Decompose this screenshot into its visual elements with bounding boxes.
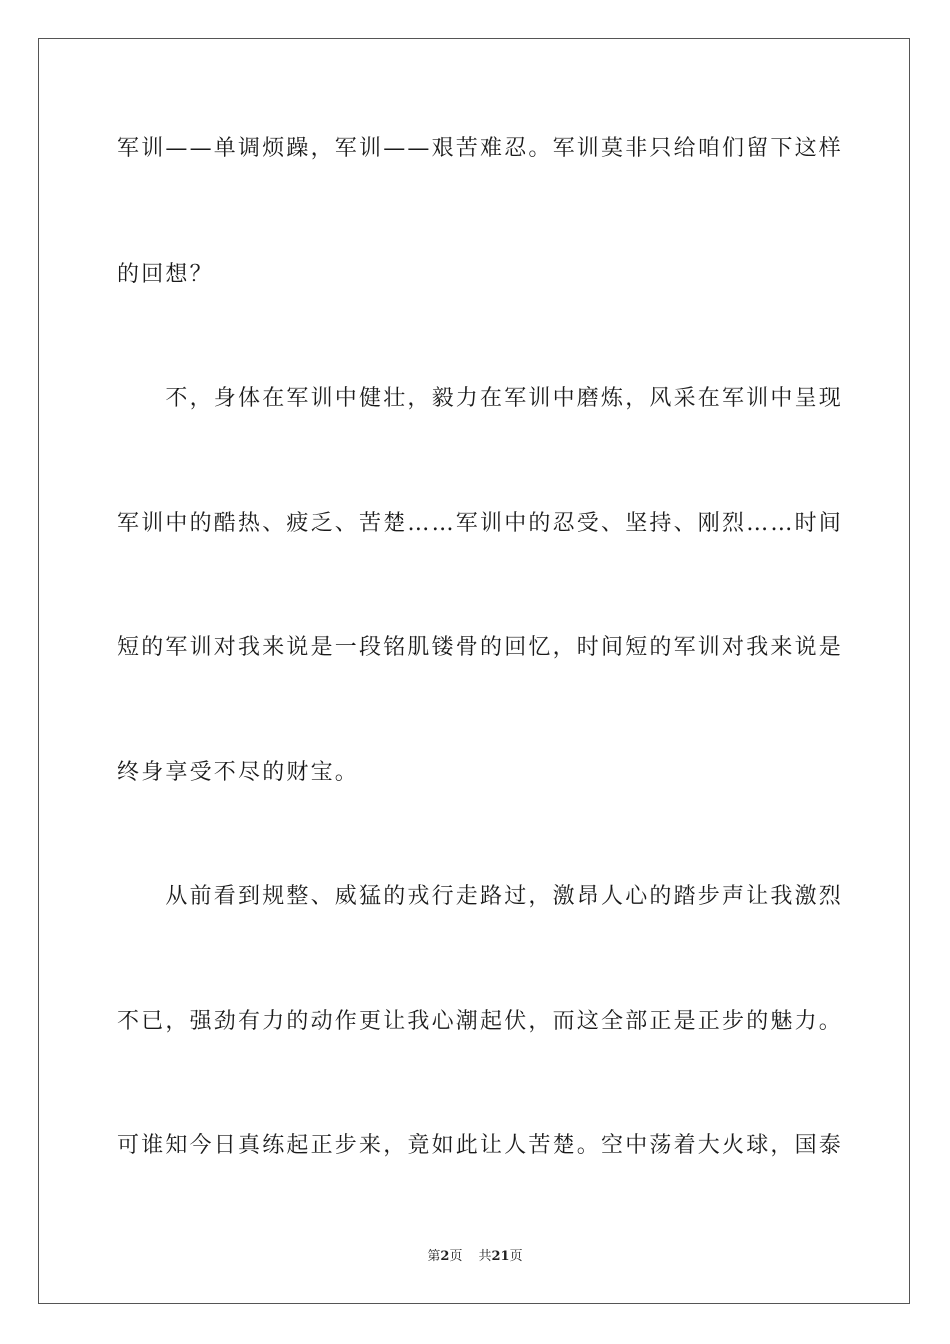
page-number: 2 [440,1249,450,1264]
page-suffix: 页 [449,1249,463,1264]
text-line-6: 终身享受不尽的财宝。 [117,760,360,785]
text-line-2: 的回想？ [117,262,214,287]
text-line-5: 短的军训对我来说是一段铭肌镂骨的回忆，时间短的军训对我来说是 [117,635,844,660]
text-line-9: 可谁知今日真练起正步来，竟如此让人苦楚。空中荡着大火球，国泰 [117,1133,844,1158]
total-suffix: 页 [509,1249,523,1264]
total-prefix: 共 [478,1249,492,1264]
page-border [38,38,910,1304]
text-line-1: 军训——单调烦躁，军训——艰苦难忍。军训莫非只给咱们留下这样 [117,136,844,161]
text-line-4: 军训中的酷热、疲乏、苦楚……军训中的忍受、坚持、刚烈……时间 [117,511,844,536]
total-pages: 21 [491,1249,510,1264]
text-line-3: 不，身体在军训中健壮，毅力在军训中磨炼，风采在军训中呈现 [117,386,844,411]
page-footer [0,1248,950,1266]
text-line-7: 从前看到规整、威猛的戎行走路过，激昂人心的踏步声让我激烈 [117,884,844,909]
text-line-8: 不已，强劲有力的动作更让我心潮起伏，而这全部正是正步的魅力。 [117,1009,844,1034]
page-prefix: 第 [427,1249,441,1264]
